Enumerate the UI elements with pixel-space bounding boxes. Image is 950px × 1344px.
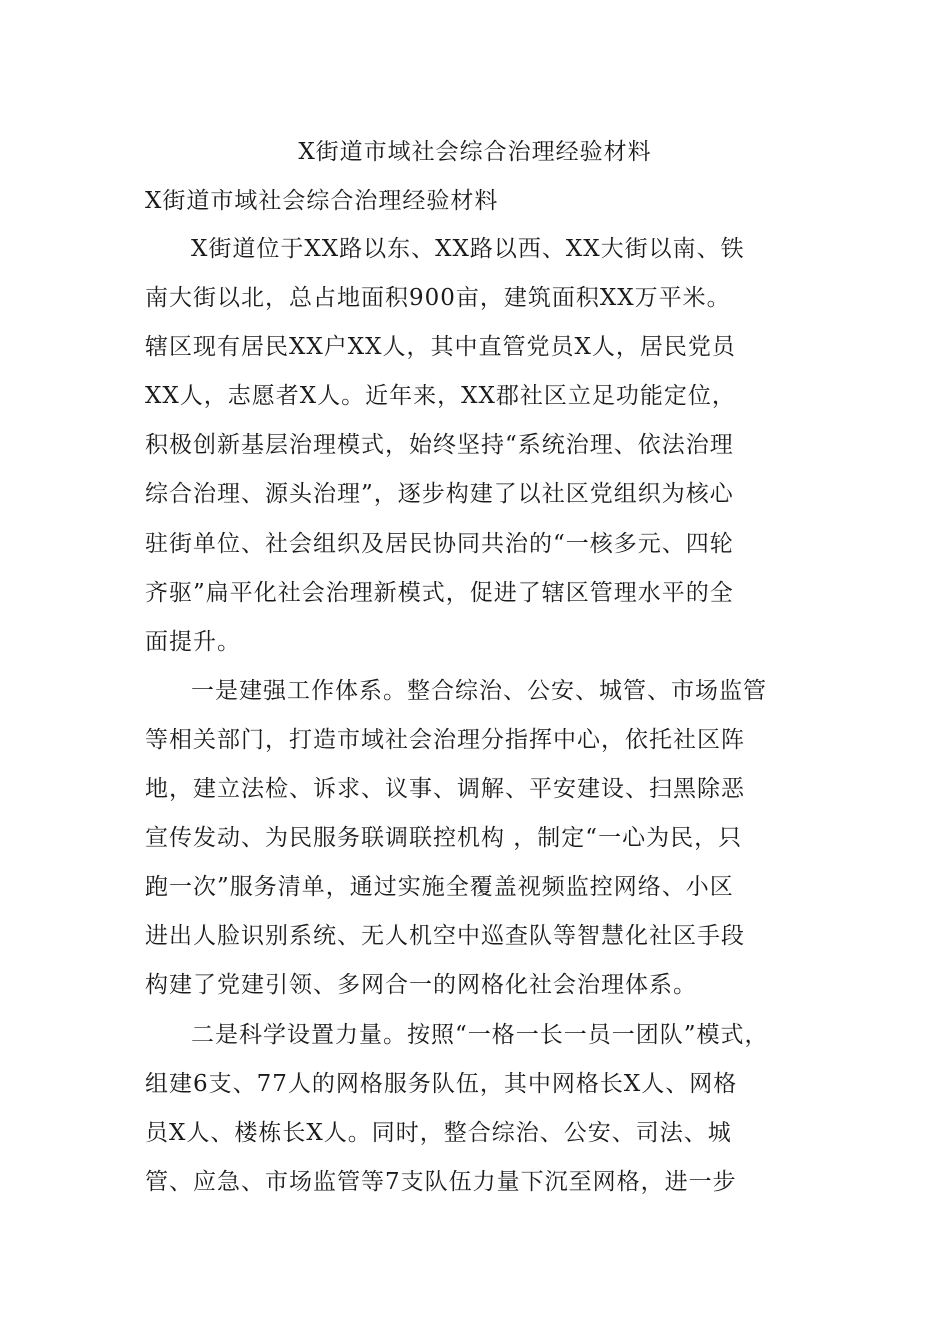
document-subtitle: X街道市域社会综合治理经验材料 [145,188,499,214]
paragraph-intro [145,229,810,671]
paragraph-line: 面提升。 [145,628,241,655]
paragraph-line: 地，建立法检、诉求、议事、调解、平安建设、扫黑除恶 [145,776,745,803]
paragraph-line: 一是建强工作体系。整合综治、公安、城管、市场监管 [191,677,767,704]
paragraph-line: 跑一次”服务清单，通过实施全覆盖视频监控网络、小区 [145,874,734,901]
paragraph-line: 积极创新基层治理模式，始终坚持“系统治理、依法治理 [145,432,734,459]
document-body [145,229,810,1211]
paragraph-line: 等相关部门，打造市域社会治理分指挥中心，依托社区阵 [145,726,745,753]
paragraph-line: 员X人、楼栋长X人。同时，整合综治、公安、司法、城 [145,1119,732,1146]
paragraph-forces [145,1015,810,1211]
paragraph-line: 进出人脸识别系统、无人机空中巡查队等智慧化社区手段 [145,923,745,950]
paragraph-line: 构建了党建引领、多网合一的网格化社会治理体系。 [145,972,697,999]
paragraph-line: 组建6支、77人的网格服务队伍，其中网格长X人、网格 [145,1070,738,1097]
paragraph-work-system [145,671,810,1015]
paragraph-line: 驻街单位、社会组织及居民协同共治的“一核多元、四轮 [145,530,734,557]
paragraph-line: 齐驱”扁平化社会治理新模式，促进了辖区管理水平的全 [145,579,734,606]
paragraph-line: 综合治理、源头治理”，逐步构建了以社区党组织为核心 [145,481,734,508]
paragraph-line: 管、应急、市场监管等7支队伍力量下沉至网格，进一步 [145,1168,737,1195]
paragraph-line: XX人，志愿者X人。近年来，XX郡社区立足功能定位， [145,383,736,410]
paragraph-line: 南大街以北，总占地面积900亩，建筑面积XX万平米。 [145,285,731,312]
paragraph-line: 辖区现有居民XX户XX人，其中直管党员X人，居民党员 [145,334,736,361]
paragraph-line: 宣传发动、为民服务联调联控机构 ，制定“一心为民，只 [145,825,743,852]
paragraph-line: X街道位于XX路以东、XX路以西、XX大街以南、铁 [191,236,745,262]
paragraph-line: 二是科学设置力量。按照“一格一长一员一团队”模式， [191,1021,769,1048]
document-title: X街道市域社会综合治理经验材料 [298,139,652,165]
